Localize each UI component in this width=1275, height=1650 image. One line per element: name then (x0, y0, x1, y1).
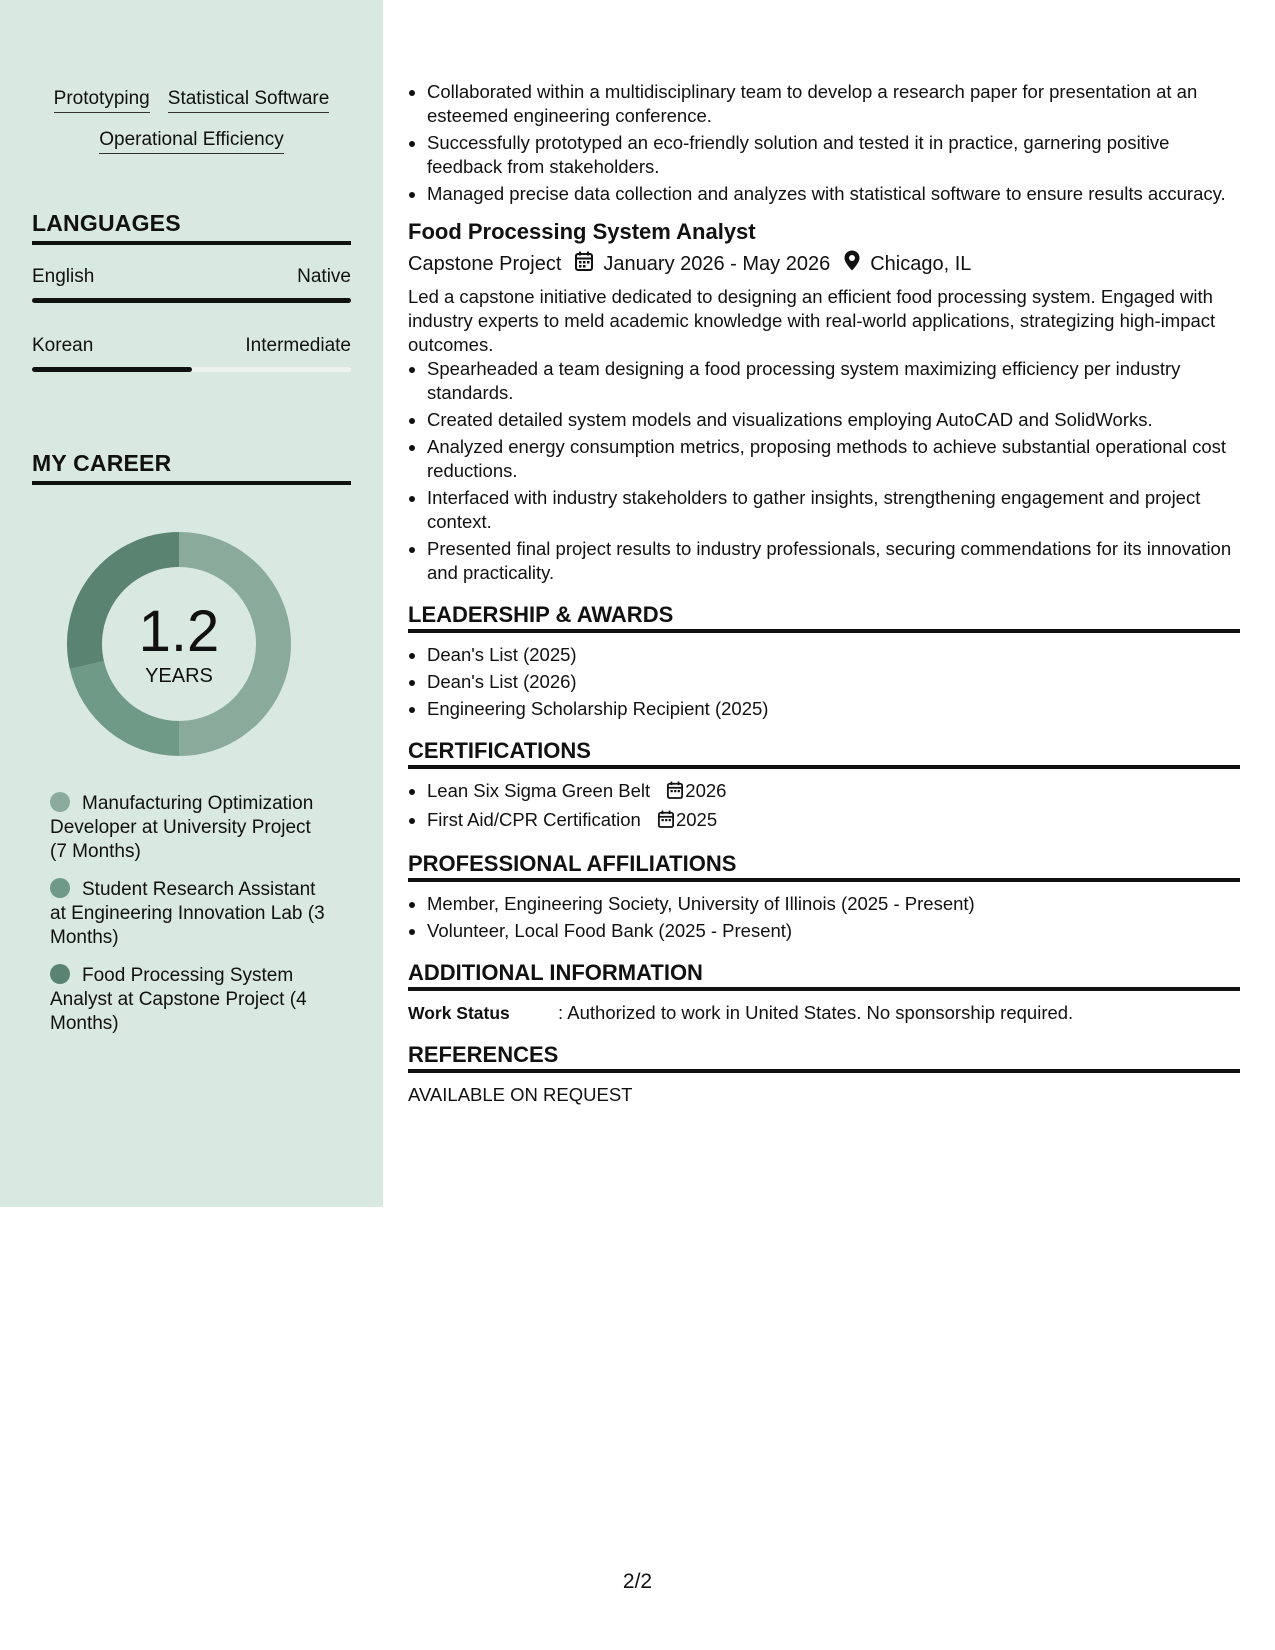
intro-bullet-list (408, 80, 1240, 206)
calendar-icon (658, 810, 674, 834)
languages-heading: LANGUAGES (32, 210, 351, 245)
language-proficiency-bar (32, 298, 351, 303)
job-title: Food Processing System Analyst (408, 219, 756, 244)
list-item: • Dean's List (2025) (427, 643, 1240, 667)
career-item (50, 792, 330, 864)
job-bullet-list (408, 357, 1240, 585)
leadership-list (408, 643, 1240, 721)
job-dates: January 2026 - May 2026 (603, 252, 831, 275)
work-status-value: : Authorized to work in United States. No sponsorship required. (558, 1002, 1074, 1023)
job-summary: Led a capstone initiative dedicated to designing an efficient food processing system. Engaged with industry experts to meld academic knowledge with real-world applications, strategizing high-impact outcomes. (408, 286, 1216, 355)
skills-list (0, 88, 383, 170)
skill-tag: Prototyping (54, 88, 150, 113)
references-text: AVAILABLE ON REQUEST (408, 1084, 633, 1105)
list-item: • Volunteer, Local Food Bank (2025 - Present) (427, 919, 1240, 943)
certifications-heading: CERTIFICATIONS (408, 739, 1240, 769)
career-total-unit: YEARS (145, 665, 213, 687)
calendar-icon (575, 251, 593, 277)
location-pin-icon (844, 250, 860, 277)
career-item (50, 878, 330, 950)
career-item-text: Manufacturing Optimization Developer at University Project (7 Months) (50, 793, 314, 862)
language-korean (32, 335, 351, 372)
certification-date (658, 809, 717, 830)
career-total-years: 1.2 (138, 599, 220, 664)
list-item: • Presented final project results to industry professionals, securing commendations for its innovation and practicality. (427, 537, 1240, 585)
list-item: • Analyzed energy consumption metrics, proposing methods to achieve substantial operational cost reductions. (427, 435, 1240, 483)
certification-name: First Aid/CPR Certification (427, 809, 641, 830)
job-location: Chicago, IL (870, 252, 972, 275)
career-item-text: Student Research Assistant at Engineering Innovation Lab (3 Months) (50, 879, 325, 948)
list-item: • Engineering Scholarship Recipient (2025) (427, 697, 1240, 721)
career-donut-label (66, 531, 292, 757)
list-item: • Spearheaded a team designing a food processing system maximizing efficiency per industry standards. (427, 357, 1240, 405)
job-company: Capstone Project (408, 252, 562, 275)
career-dot-icon (50, 792, 70, 812)
career-item (50, 964, 330, 1036)
certification-year: 2026 (685, 780, 727, 801)
certification-name: Lean Six Sigma Green Belt (427, 780, 651, 801)
list-item: • Collaborated within a multidisciplinary team to develop a research paper for presentation at an esteemed engineering conference. (427, 80, 1240, 128)
main-content (408, 80, 1240, 1107)
language-level: Intermediate (245, 335, 351, 356)
leadership-heading: LEADERSHIP & AWARDS (408, 603, 1240, 633)
list-item: • Dean's List (2026) (427, 670, 1240, 694)
skill-tag: Statistical Software (168, 88, 330, 113)
list-item: • Managed precise data collection and analyzes with statistical software to ensure results accuracy. (427, 182, 1240, 206)
language-name: English (32, 266, 95, 287)
skills-row (0, 129, 383, 154)
references-heading: REFERENCES (408, 1043, 1240, 1073)
list-item: • Created detailed system models and visualizations employing AutoCAD and SolidWorks. (427, 408, 1240, 432)
page-number: 2/2 (622, 1570, 653, 1593)
certification-item (427, 779, 1240, 805)
language-proficiency-fill (32, 298, 351, 303)
skill-tag: Operational Efficiency (99, 129, 283, 154)
sidebar (0, 0, 383, 1207)
work-status-row (408, 1001, 1240, 1025)
calendar-icon (667, 781, 683, 805)
affiliations-heading: PROFESSIONAL AFFILIATIONS (408, 852, 1240, 882)
list-item: • Successfully prototyped an eco-friendly solution and tested it in practice, garnering positive feedback from stakeholders. (427, 131, 1240, 179)
language-name: Korean (32, 335, 94, 356)
certifications-list (408, 779, 1240, 834)
list-item: • Interfaced with industry stakeholders to gather insights, strengthening engagement and project context. (427, 486, 1240, 534)
certification-date (667, 780, 726, 801)
list-item: • Member, Engineering Society, University of Illinois (2025 - Present) (427, 892, 1240, 916)
career-dot-icon (50, 964, 70, 984)
career-item-text: Food Processing System Analyst at Capstone Project (4 Months) (50, 965, 307, 1034)
career-heading: MY CAREER (32, 450, 351, 485)
job-meta (408, 250, 1240, 277)
language-level: Native (297, 266, 351, 287)
certification-year: 2025 (675, 809, 718, 830)
language-proficiency-fill (32, 367, 192, 372)
language-english (32, 266, 351, 303)
career-dot-icon (50, 878, 70, 898)
certification-item (427, 808, 1240, 834)
affiliations-list (408, 892, 1240, 943)
work-status-label: Work Status (408, 1003, 510, 1023)
skills-row (0, 88, 383, 113)
language-proficiency-bar (32, 367, 351, 372)
additional-info-heading: ADDITIONAL INFORMATION (408, 961, 1240, 991)
career-list (50, 792, 330, 1050)
